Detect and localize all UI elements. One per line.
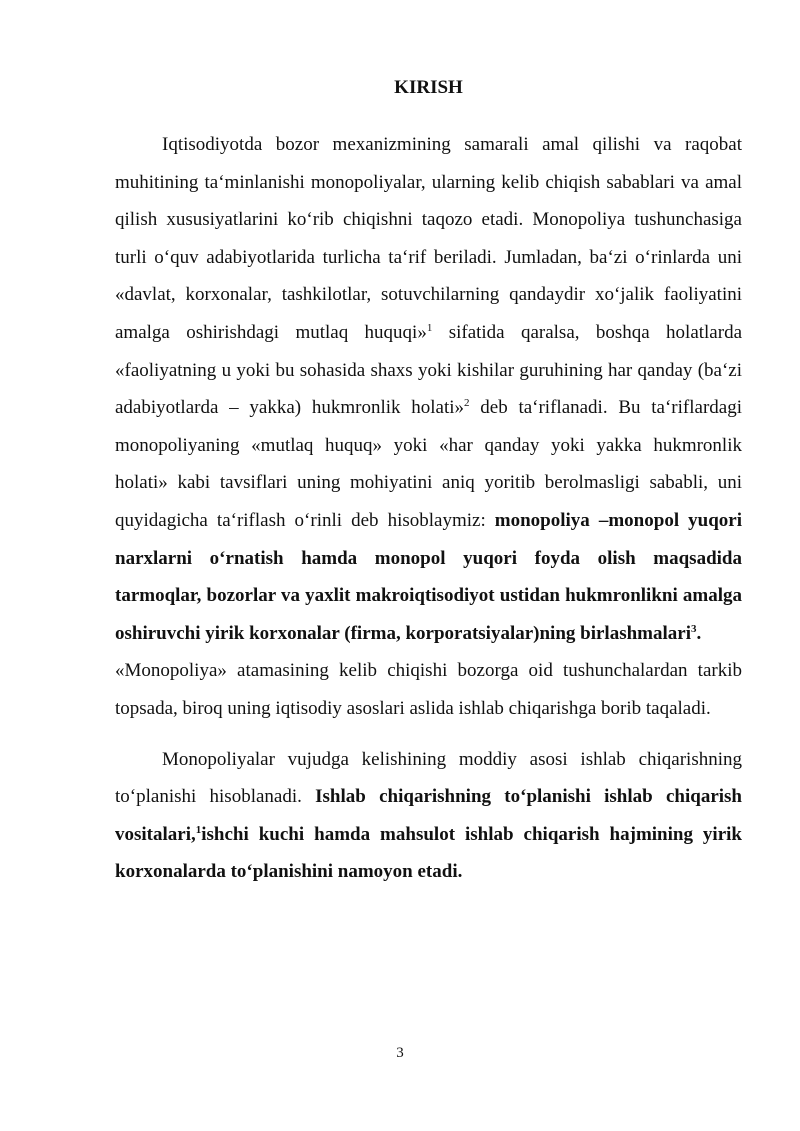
footnote-marker: 1 <box>426 321 433 334</box>
paragraph-text: sifatida qaralsa, boshqa holatlarda «faoliyatning u yoki bu sohasida shaxs yoki kishilar guruhining har qanday (ba‘zi adabiyotlarda – yakka) hukmronlik holati» <box>115 321 742 419</box>
footnote-marker: 1 <box>195 823 202 836</box>
paragraph-text: Iqtisodiyotda bozor mexanizmining samarali amal qilishi va raqobat muhitining ta‘minlanishi monopoliyalar, ularning kelib chiqish sabablari va amal qilish xususiyatlarini ko‘rib chiqishni taqozo etadi. Monopoliya tushunchasiga turli o‘quv adabiyotlarida turlicha ta‘rif beriladi. Jumladan, ba‘zi o‘rinlarda uni «davlat, korxonalar, tashkilotlar, sotuvchilarning qandaydir xo‘jalik faoliyatini amalga oshirishdagi mutlaq huquqi» <box>115 134 742 343</box>
definition-text: Ishlab chiqarishning to‘planishi ishlab chiqarish vositalari, <box>115 786 742 845</box>
paragraph-text: Monopoliyalar vujudga kelishining moddiy asosi ishlab chiqarishning to‘planishi hisoblanadi. <box>115 748 742 808</box>
paragraph-text: deb ta‘riflanadi. Bu ta‘riflardagi monopoliyaning «mutlaq huquq» yoki «har qanday yoki yakka hukmronlik holati» kabi tavsiflari uning mohiyatini aniq yoritib berolmasligi sababli, uni quyidagicha ta‘riflash o‘rinli deb hisoblaymiz: <box>115 397 742 531</box>
definition-text: ishchi kuchi hamda mahsulot ishlab chiqarish hajmining yirik korxonalarda to‘planishini namoyon etadi. <box>115 823 742 883</box>
definition-text: monopoliya –monopol yuqori narxlarni o‘rnatish hamda monopol yuqori foyda olish maqsadida tarmoqlar, bozorlar va yaxlit makroiqtisodiyot ustidan hukmronlikni amalga oshiruvchi yirik korxonalar (firma, korporatsiyalar)ning birlashmalari <box>115 509 742 644</box>
page-number: 3 <box>396 1045 404 1061</box>
document-page <box>115 72 742 891</box>
paragraph-intro <box>115 126 742 728</box>
definition-period: . <box>696 622 702 644</box>
footnote-marker: 3 <box>691 622 697 635</box>
paragraph-text: «Monopoliya» atamasining kelib chiqishi bozorga oid tushunchalardan tarkib topsada, biroq uning iqtisodiy asoslari aslida ishlab chiqarishga borib taqaladi. <box>115 660 742 719</box>
section-title: KIRISH <box>394 77 463 98</box>
paragraph-concentration <box>115 741 742 891</box>
footnote-marker: 2 <box>464 397 470 410</box>
